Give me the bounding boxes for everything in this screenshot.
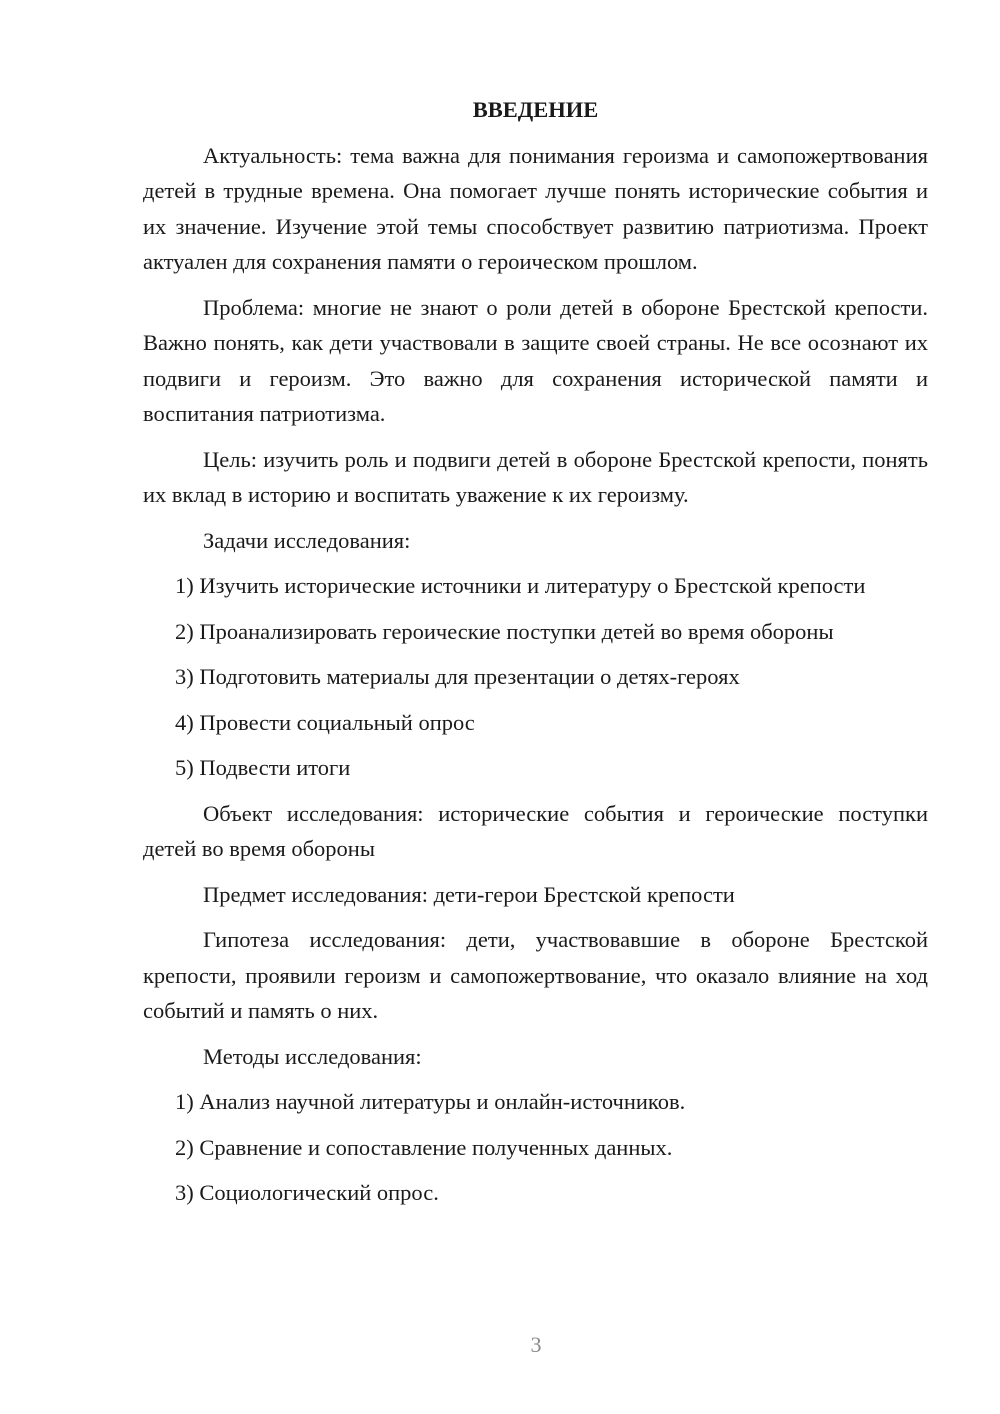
object-paragraph: Объект исследования: исторические события и героические поступки детей во время обороны (143, 800, 928, 861)
problem-paragraph: Проблема: многие не знают о роли детей в обороне Брестской крепости. Важно понять, как дети участвовали в защите своей страны. Не все осознают их подвиги и героизм. Это важно для сохранения исторической памяти и воспитания патриотизма. (143, 294, 928, 426)
page-number: 3 (530, 1332, 542, 1357)
task-item-5: 5) Подвести итоги (175, 755, 351, 780)
task-item-4: 4) Провести социальный опрос (175, 709, 475, 735)
task-item-2: 2) Проанализировать героические поступки детей во время обороны (175, 618, 834, 644)
task-item-3: 3) Подготовить материалы для презентации о детях-героях (175, 664, 740, 689)
hypothesis-paragraph: Гипотеза исследования: дети, участвовавшие в обороне Брестской крепости, проявили героизм и самопожертвование, что оказало влияние на ход событий и память о них. (143, 927, 928, 1023)
page-content (143, 92, 928, 1221)
method-item-3: 3) Социологический опрос. (175, 1180, 439, 1205)
page-title-text: ВВЕДЕНИЕ (472, 97, 599, 122)
method-item-2: 2) Сравнение и сопоставление полученных данных. (175, 1134, 673, 1160)
method-item-1: 1) Анализ научной литературы и онлайн-источников. (175, 1089, 686, 1114)
goal-paragraph: Цель: изучить роль и подвиги детей в обороне Брестской крепости, понять их вклад в историю и воспитать уважение к их героизму. (143, 446, 928, 507)
task-item-1: 1) Изучить исторические источники и литературу о Брестской крепости (175, 573, 866, 598)
relevance-paragraph: Актуальность: тема важна для понимания героизма и самопожертвования детей в трудные времена. Она помогает лучше понять исторические события и их значение. Изучение этой темы способствует развитию патриотизма. Проект актуален для сохранения памяти о героическом прошлом. (143, 142, 928, 274)
tasks-heading: Задачи исследования: (203, 527, 411, 553)
subject-paragraph: Предмет исследования: дети-герои Брестской крепости (203, 881, 735, 907)
methods-heading: Методы исследования: (203, 1043, 422, 1069)
page-title (143, 92, 928, 128)
